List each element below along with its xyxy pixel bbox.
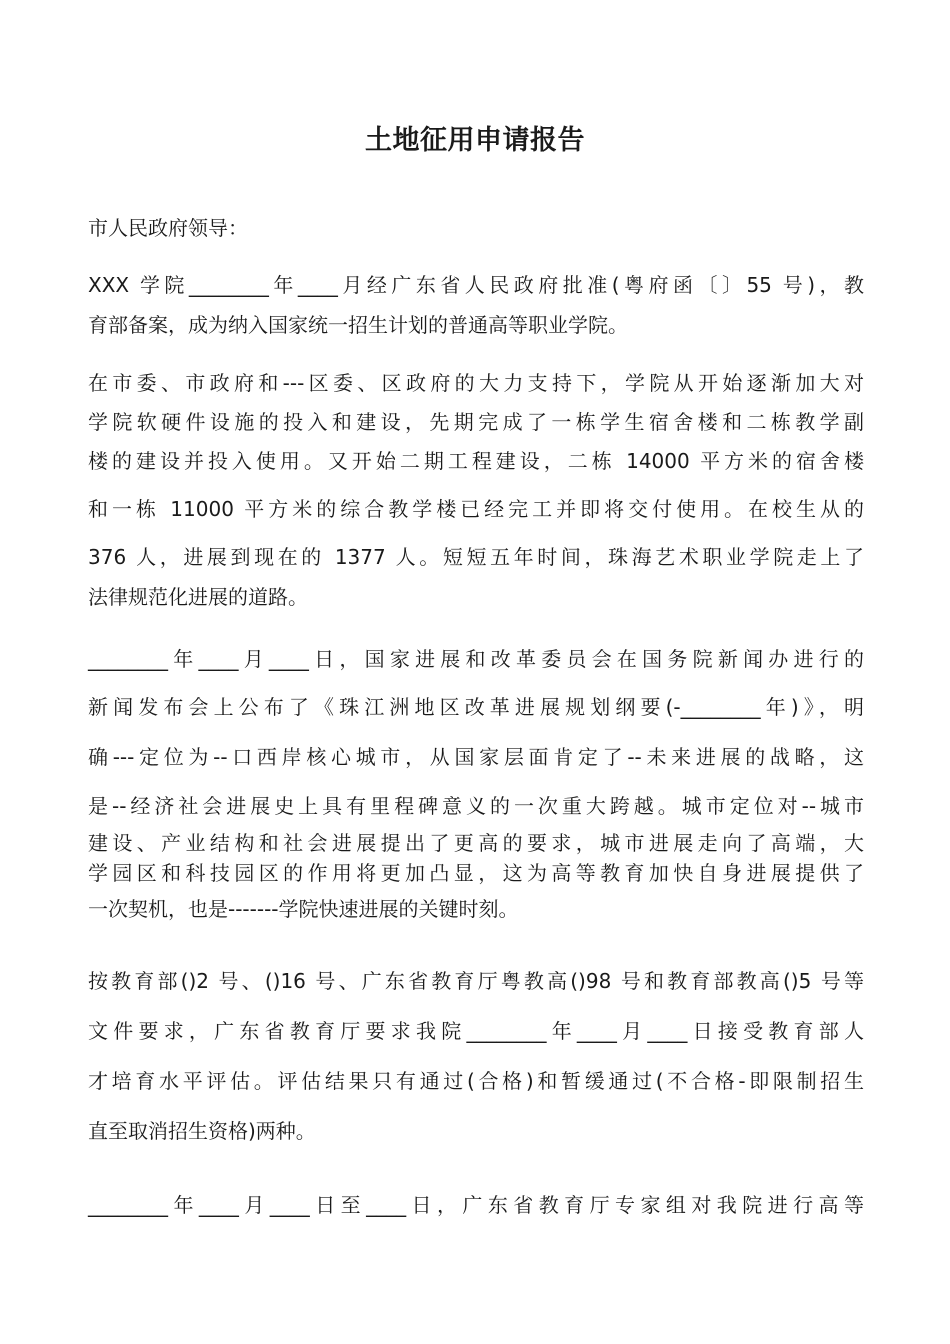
- paragraph-2-line-5: 376 人，进展到现在的 1377 人。短短五年时间，珠海艺术职业学院走上了: [88, 545, 864, 569]
- paragraph-3-line-4: 是--经济社会进展史上具有里程碑意义的一次重大跨越。城市定位对--城市: [88, 794, 864, 818]
- paragraph-2-line-1: 在市委、市政府和---区委、区政府的大力支持下，学院从开始逐渐加大对: [88, 371, 864, 395]
- paragraph-3-line-7: 一次契机，也是-------学院快速进展的关键时刻。: [88, 897, 519, 921]
- paragraph-4-line-1: 按教育部()2 号、()16 号、广东省教育厅粤教高()98 号和教育部教高()5 号等: [88, 969, 864, 993]
- paragraph-3-line-3: 确---定位为--口西岸核心城市，从国家层面肯定了--未来进展的战略，这: [88, 745, 864, 769]
- document-title: 土地征用申请报告: [365, 125, 585, 156]
- paragraph-3-line-2: 新闻发布会上公布了《珠江洲地区改革进展规划纲要(-________年)》，明: [88, 695, 864, 719]
- paragraph-1-line-1: XXX 学院________年____月经广东省人民政府批准(粤府函〔〕55 号)，教: [88, 273, 864, 297]
- paragraph-1-line-2: 育部备案，成为纳入国家统一招生计划的普通高等职业学院。: [88, 313, 628, 337]
- paragraph-4-line-3: 才培育水平评估。评估结果只有通过(合格)和暂缓通过(不合格-即限制招生: [88, 1069, 864, 1093]
- paragraph-3-line-1: ________年____月____日，国家进展和改革委员会在国务院新闻办进行的: [88, 647, 864, 671]
- salutation: 市人民政府领导：: [88, 216, 248, 240]
- paragraph-3-line-5: 建设、产业结构和社会进展提出了更高的要求，城市进展走向了高端，大: [88, 831, 864, 855]
- paragraph-2-line-3: 楼的建设并投入使用。又开始二期工程建设，二栋 14000 平方米的宿舍楼: [88, 449, 864, 473]
- paragraph-5-line-1: ________年____月____日至____日，广东省教育厅专家组对我院进行高等: [88, 1193, 864, 1217]
- paragraph-4-line-4: 直至取消招生资格)两种。: [88, 1119, 316, 1143]
- paragraph-4-line-2: 文件要求，广东省教育厅要求我院________年____月____日接受教育部人: [88, 1019, 864, 1043]
- paragraph-2-line-6: 法律规范化进展的道路。: [88, 585, 308, 609]
- paragraph-3-line-6: 学园区和科技园区的作用将更加凸显，这为高等教育加快自身进展提供了: [88, 861, 864, 885]
- paragraph-2-line-2: 学院软硬件设施的投入和建设，先期完成了一栋学生宿舍楼和二栋教学副: [88, 410, 864, 434]
- paragraph-2-line-4: 和一栋 11000 平方米的综合教学楼已经完工并即将交付使用。在校生从的: [88, 497, 864, 521]
